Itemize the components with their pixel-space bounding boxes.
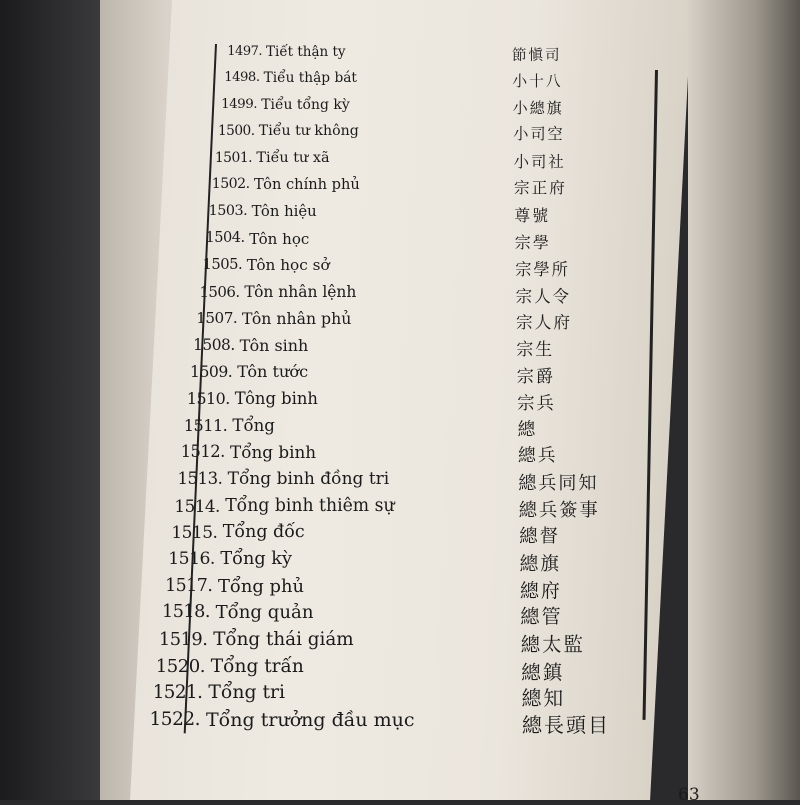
glossary-entry (0, 336, 800, 364)
entry-number: 1522. (149, 709, 200, 730)
entry-han-characters: 宗人府 (516, 312, 573, 333)
entry-term: Tôn chính phủ (254, 176, 360, 194)
entry-han-characters: 宗學所 (515, 260, 570, 280)
entry-number: 1505. (202, 256, 243, 274)
entry-han-characters: 小十八 (512, 73, 563, 91)
entry-term: Tổng trấn (210, 655, 304, 677)
entry-number: 1518. (162, 602, 210, 623)
glossary-entry (0, 176, 800, 204)
entry-number: 1516. (168, 548, 215, 569)
entry-number: 1510. (186, 389, 230, 409)
glossary-entry (0, 602, 800, 630)
entry-han-characters: 總知 (521, 687, 566, 711)
entry-han-characters: 總兵同知 (518, 472, 599, 494)
glossary-entry (0, 629, 800, 657)
entry-han-characters: 宗兵 (517, 394, 556, 415)
entry-number: 1521. (152, 682, 203, 704)
entry-term: Tổng (232, 415, 275, 435)
entry-term: Tổng tri (208, 682, 285, 704)
entry-han-characters: 總 (517, 419, 538, 440)
entry-term: Tổng kỳ (220, 548, 292, 569)
entry-number: 1500. (217, 123, 255, 140)
entry-number: 1497. (227, 44, 262, 59)
entry-number: 1511. (183, 415, 228, 435)
glossary-entry (0, 549, 800, 577)
entry-number: 1503. (208, 202, 248, 219)
glossary-entry (0, 283, 800, 311)
entry-term: Tôn học (249, 229, 310, 248)
entry-term: Tổng quản (215, 602, 314, 624)
glossary-entry (0, 522, 800, 550)
entry-term: Tôn nhân phủ (242, 309, 352, 329)
entry-han-characters: 宗生 (516, 338, 555, 359)
entry-term: Tiểu tư không (258, 123, 359, 140)
entry-term: Tôn nhân lệnh (244, 282, 357, 301)
entry-term: Tổng thái giám (213, 628, 354, 650)
entry-term: Tổng binh thiêm sự (225, 495, 395, 516)
entry-term: Tôn học sở (246, 256, 330, 275)
entry-number: 1513. (177, 468, 223, 488)
entry-number: 1514. (174, 495, 220, 516)
entry-number: 1498. (224, 70, 260, 86)
entry-number: 1499. (221, 96, 258, 112)
glossary-entry (0, 44, 800, 72)
entry-number: 1517. (165, 575, 213, 596)
glossary-entry (0, 362, 800, 390)
entry-term: Tổng phủ (218, 575, 305, 597)
page-number: 63 (678, 785, 700, 805)
glossary-entry (0, 416, 800, 444)
entry-number: 1515. (171, 522, 218, 543)
entry-term: Tiểu tổng kỳ (261, 96, 350, 113)
glossary-entry (0, 496, 800, 524)
entry-term: Tôn hiệu (251, 202, 317, 220)
glossary-entry (0, 256, 800, 284)
entry-number: 1501. (214, 149, 253, 166)
entry-han-characters: 宗學 (514, 232, 551, 252)
entry-number: 1520. (155, 655, 205, 677)
entry-han-characters: 總管 (520, 605, 563, 629)
entry-number: 1504. (205, 229, 245, 246)
glossary-entry (0, 203, 800, 231)
entry-number: 1502. (211, 176, 250, 193)
glossary-entry (0, 442, 800, 470)
entry-han-characters: 小司空 (513, 125, 565, 144)
glossary-entry (0, 123, 800, 151)
glossary-entry (0, 656, 800, 684)
glossary-entry (0, 389, 800, 417)
entry-number: 1512. (180, 442, 225, 462)
glossary-entry (0, 70, 800, 98)
entry-han-characters: 總旗 (519, 553, 561, 575)
glossary-entry (0, 469, 800, 497)
entry-han-characters: 小司社 (513, 152, 566, 171)
entry-han-characters: 總兵 (518, 445, 558, 467)
entry-term: Tổng trưởng đầu mục (206, 709, 415, 731)
entry-number: 1507. (196, 309, 238, 328)
entry-han-characters: 總兵簽事 (518, 499, 600, 521)
entry-han-characters: 總鎮 (521, 660, 565, 684)
entry-han-characters: 宗爵 (516, 367, 556, 388)
entry-term: Tông binh (234, 389, 318, 409)
entry-term: Tôn sinh (239, 335, 309, 355)
glossary-entry (0, 576, 800, 604)
glossary-entry (0, 309, 800, 337)
entry-term: Tiểu tư xã (256, 149, 330, 166)
entry-term: Tổng binh (230, 442, 317, 463)
glossary-entry (0, 709, 800, 737)
entry-han-characters: 總長頭目 (522, 713, 610, 737)
entry-number: 1509. (190, 362, 233, 382)
entry-han-characters: 宗人令 (515, 286, 572, 306)
entry-number: 1519. (158, 628, 208, 650)
entry-han-characters: 節愼司 (512, 48, 562, 64)
entry-term: Tổng binh đồng tri (227, 468, 390, 489)
entry-han-characters: 尊號 (514, 205, 551, 225)
entry-han-characters: 總府 (520, 579, 562, 602)
entry-han-characters: 總督 (519, 526, 561, 548)
entry-term: Tổng đốc (222, 522, 305, 543)
entry-han-characters: 小總旗 (512, 98, 564, 117)
entry-han-characters: 總太監 (520, 632, 585, 656)
glossary-entry (0, 150, 800, 178)
glossary-entry (0, 682, 800, 710)
entry-han-characters: 宗正府 (514, 179, 567, 198)
entry-term: Tôn tước (237, 362, 309, 382)
entry-term: Tiết thận ty (266, 44, 346, 60)
entry-term: Tiểu thập bát (263, 70, 357, 87)
entry-number: 1506. (199, 282, 240, 301)
glossary-entry (0, 230, 800, 258)
entry-number: 1508. (193, 335, 235, 354)
glossary-entry (0, 97, 800, 125)
